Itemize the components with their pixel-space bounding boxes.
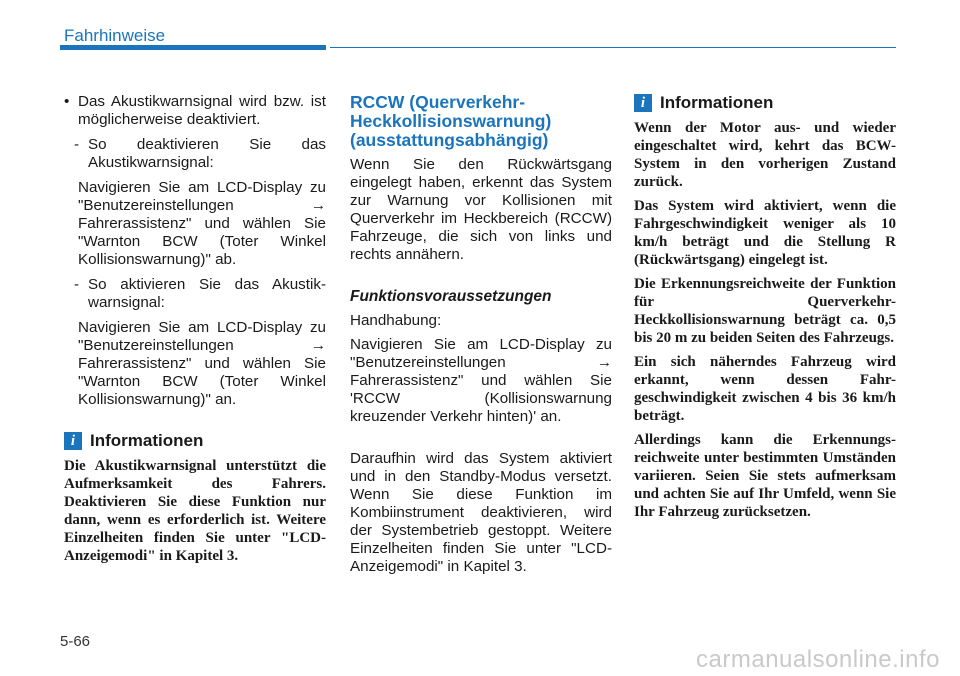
rccw-activation-text: Daraufhin wird das System aktiviert und in den Standby-Modus versetzt. Wenn Sie diese Funktion im Kombiinstrument deaktivieren, wird der Systembetrieb gestoppt. Weitere Einzelheiten finden Sie unter "LCD-Anzeigemodi" in Kapitel 3.: [350, 450, 612, 575]
nav-instructions-activate: [78, 319, 326, 409]
nav-instructions-deactivate: [78, 179, 326, 269]
info-paragraph-3: Die Erkennungsreichweite der Funktion für Querverkehr-Heckkollisionswarnung beträgt ca. 0,5 bis 20 m zu beiden Seiten des Fahrzeugs.: [634, 276, 896, 346]
column-middle: [350, 93, 612, 576]
nav-instructions-rccw: [350, 336, 612, 426]
dash-mark: -: [74, 276, 80, 293]
info-text: Die Akustikwarnsignal unterstützt die Aufmerksamkeit des Fahrers. Deaktivieren Sie diese Funktion nur dann, wenn es erforderlich ist. Weitere Einzelheiten finden Sie unter "LCD-Anzeigemodi" in Kapitel 3.: [64, 458, 326, 564]
header-rule-thick: [60, 45, 326, 50]
dash-mark: -: [74, 136, 80, 153]
watermark: carmanualsonline.info: [696, 646, 940, 673]
info-paragraph-2: Das System wird aktiviert, wenn die Fahrgeschwindigkeit weniger als 10 km/h beträgt und die Stellung R (Rückwärtsgang) eingelegt ist.: [634, 198, 896, 268]
header-rule-thin: [330, 47, 896, 48]
info-paragraph-1: Wenn der Motor aus- und wieder eingeschaltet wird, kehrt das BCW-System in den vorherigen Zustand zurück.: [634, 120, 896, 190]
arrow-icon: →: [310, 197, 326, 214]
arrow-icon: →: [596, 354, 612, 371]
nav-text-post: Fahrerassistenz" und wählen Sie "Warnton BCW (Toter Winkel Kollisionswarnung)" ab.: [78, 215, 326, 268]
column-right: [634, 93, 896, 521]
nav-text-pre: Navigieren Sie am LCD-Display zu "Benutzereinstellungen: [78, 179, 326, 214]
dash-text: So deaktivieren Sie das Akustikwarnsignal:: [88, 136, 326, 171]
dash-item-deactivate: [74, 136, 326, 172]
info-title: Informationen: [90, 431, 204, 450]
bullet-item: [64, 93, 326, 129]
info-icon: i: [634, 94, 652, 112]
info-icon: i: [64, 432, 82, 450]
info-paragraph-5: Allerdings kann die Erkennungs-reichweite unter bestimmten Umständen variieren. Seien Sie stets aufmerksam und achten Sie auf Ihr Umfeld, wenn Sie Ihr Fahrzeug zurücksetzen.: [634, 432, 896, 520]
dash-item-activate: [74, 276, 326, 312]
arrow-icon: →: [310, 337, 326, 354]
section-title: Fahrhinweise: [64, 26, 166, 45]
bullet-mark: •: [64, 93, 70, 110]
nav-text-post: Fahrerassistenz" und wählen Sie 'RCCW (Kollisionswarnung kreuzender Verkehr hinten)' an.: [350, 372, 612, 425]
section-heading-rccw: RCCW (Querverkehr-Heckkollisionswarnung) (ausstattungsabhängig): [350, 92, 552, 150]
info-header: [634, 93, 896, 113]
column-left: [64, 93, 326, 565]
info-header: [64, 431, 326, 451]
info-title: Informationen: [660, 93, 774, 112]
info-paragraph-4: Ein sich näherndes Fahrzeug wird erkannt, wenn dessen Fahr-geschwindigkeit zwischen 4 bis 36 km/h beträgt.: [634, 354, 896, 424]
subheading-functions: Funktionsvoraussetzungen: [350, 288, 552, 305]
dash-text: So aktivieren Sie das Akustik-warnsignal:: [88, 276, 326, 311]
page-number: 5-66: [60, 633, 91, 650]
rccw-intro: Wenn Sie den Rückwärtsgang eingelegt haben, erkennt das System zur Warnung vor Kollisionen mit Querverkehr im Heckbereich (RCCW) Fahrzeuge, die sich von links und rechts annähern.: [350, 156, 612, 263]
nav-text-pre: Navigieren Sie am LCD-Display zu "Benutzereinstellungen: [350, 336, 612, 371]
nav-text-post: Fahrerassistenz" und wählen Sie "Warnton BCW (Toter Winkel Kollisionswarnung)" an.: [78, 355, 326, 408]
nav-text-pre: Navigieren Sie am LCD-Display zu "Benutzereinstellungen: [78, 319, 326, 354]
handhabung-label: Handhabung:: [350, 312, 442, 329]
bullet-text: Das Akustikwarnsignal wird bzw. ist möglicherweise deaktiviert.: [78, 93, 326, 128]
